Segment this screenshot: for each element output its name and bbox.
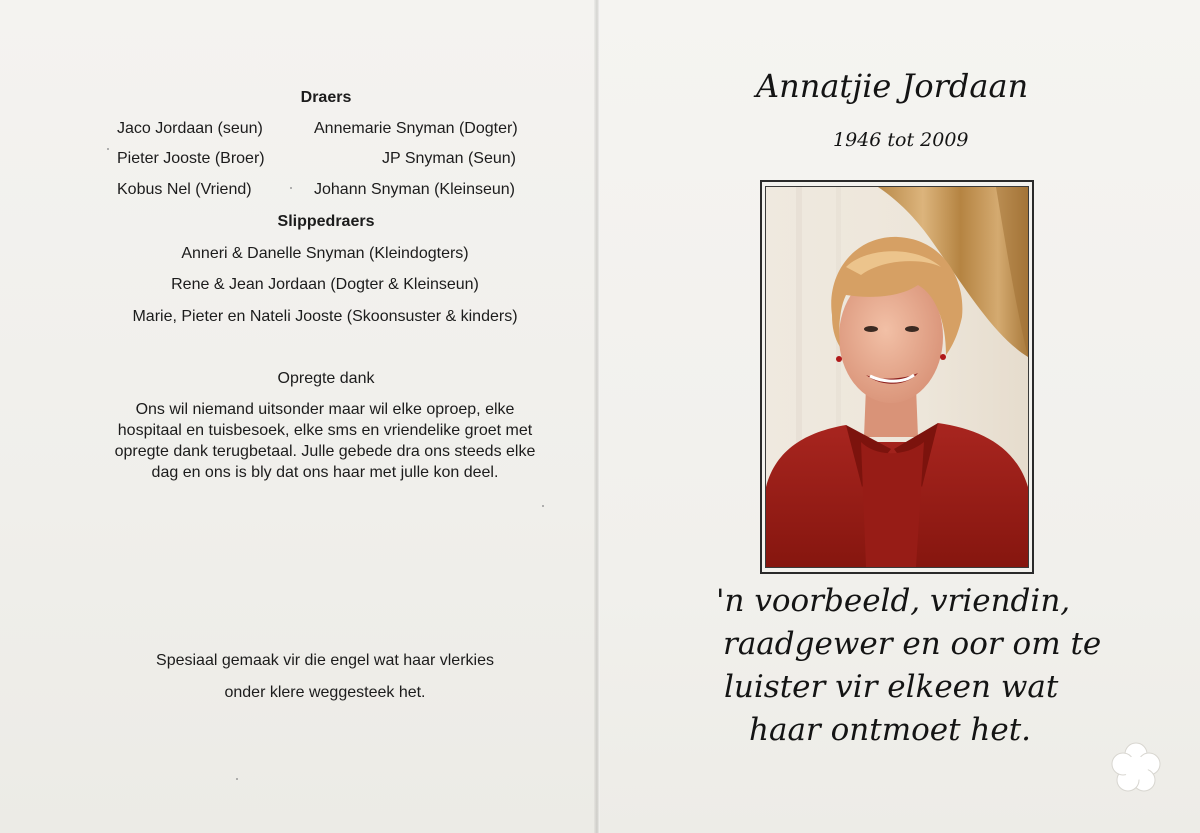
page-fold: [594, 0, 600, 833]
life-dates: 1946 tot 2009: [833, 129, 969, 151]
quote-line-2: raadgewer en oor om te: [723, 626, 1102, 662]
thanks-line-2: hospitaal en tuisbesoek, elke sms en vriendelike groet met: [117, 422, 533, 439]
pall-bearer-2: Rene & Jean Jordaan (Dogter & Kleinseun): [171, 276, 479, 293]
portrait-photo: [765, 186, 1029, 568]
thanks-line-1: Ons wil niemand uitsonder maar wil elke oproep, elke: [135, 401, 515, 418]
quote-line-3: luister vir elkeen wat: [724, 669, 1059, 705]
bearer-left-2: Pieter Jooste (Broer): [117, 150, 265, 167]
quote-line-1: 'n voorbeeld, vriendin,: [716, 583, 1071, 619]
pall-bearers-heading: Slippedraers: [277, 213, 375, 230]
bearers-heading: Draers: [300, 89, 352, 106]
bearer-right-3: Johann Snyman (Kleinseun): [314, 181, 516, 198]
thanks-line-3: opregte dank terugbetaal. Julle gebede dra ons steeds elke: [114, 443, 536, 460]
bearer-left-1: Jaco Jordaan (seun): [117, 120, 263, 137]
pall-bearer-1: Anneri & Danelle Snyman (Kleindogters): [181, 245, 469, 262]
quote-line-4: haar ontmoet het.: [749, 712, 1032, 748]
footer-line-2: onder klere weggesteek het.: [224, 684, 426, 701]
pall-bearer-3: Marie, Pieter en Nateli Jooste (Skoonsuster & kinders): [132, 308, 518, 325]
bearer-left-3: Kobus Nel (Vriend): [117, 181, 252, 198]
flower-cutout-icon: [1108, 740, 1164, 796]
paper-speck: [542, 505, 544, 507]
deceased-name: Annatjie Jordaan: [756, 67, 1029, 105]
thanks-heading: Opregte dank: [277, 370, 375, 387]
bearer-right-1: Annemarie Snyman (Dogter): [314, 120, 518, 137]
bearer-right-2: JP Snyman (Seun): [382, 150, 516, 167]
footer-line-1: Spesiaal gemaak vir die engel wat haar vlerkies: [156, 652, 494, 669]
paper-speck: [290, 187, 292, 189]
thanks-line-4: dag en ons is bly dat ons haar met julle kon deel.: [151, 464, 499, 481]
paper-speck: [107, 148, 109, 150]
paper-speck: [236, 778, 238, 780]
